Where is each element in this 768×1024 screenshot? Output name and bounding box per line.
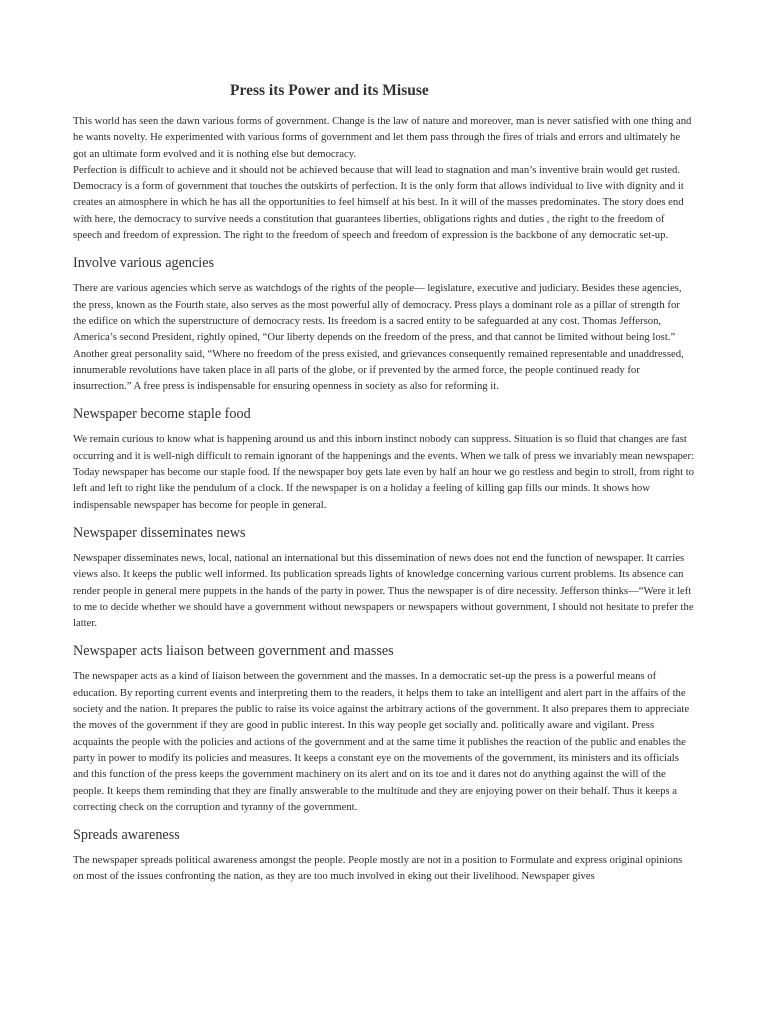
section-heading: Newspaper become staple food — [73, 406, 251, 423]
document-title: Press its Power and its Misuse — [230, 82, 429, 99]
intro-paragraph-1: This world has seen the dawn various forms of government. Change is the law of nature and moreover, man is never satisfied with one thing and he wants novelty. He experimented with various forms of government and let them pass through the fires of trials and errors and ultimately he got an ultimate form evolved and it is nothing else but democracy. — [73, 115, 692, 160]
section-newspaper-staple-food — [73, 404, 695, 512]
section-paragraph: The newspaper acts as a kind of liaison between the government and the masses. In a democratic set-up the press is a powerful means of education. By reporting current events and interpreting them to the readers, it helps them to take an intelligent and alert part in the affairs of the society and the nation. It prepares the public to raise its voice against the arbitrary actions of the government. It also prepares them to appreciate the moves of the government if they are good in public interest. In this way people get socially and. politically aware and vigilant. Press acquaints the people with the policies and actions of the government and at the same time it publishes the reaction of the public and enables the party in power to modify its policies and measures. It keeps a constant eye on the movements of the government, its ministers and its officials and this function of the press keeps the government machinery on its alert and on its toe and it dares not do anything against the will of the people. It keeps them reminding that they are finally answerable to the multitude and they are enjoying power on their behalf. Thus it keeps a correcting check on the corruption and tyranny of the government. — [73, 670, 690, 813]
section-paragraph: We remain curious to know what is happening around us and this inborn instinct nobody can suppress. Situation is so fluid that changes are fast occurring and it is well-nigh difficult to remain ignorant of the happenings and the events. When we talk of press we invariably mean newspaper: Today newspaper has become our staple food. If the newspaper boy gets late even by half an hour we go restless and begin to stroll, from right to left and left to right like the pendulum of a clock. If the newspaper is on a holiday a feeling of killing gap fills our minds. It shows how indispensable newspaper has become for people in general. — [73, 433, 695, 511]
section-paragraph: There are various agencies which serve as watchdogs of the rights of the people— legislature, executive and judiciary. Besides these agencies, the press, known as the Fourth state, also serves as the most powerful ally of democracy. Press plays a dominant role as a pillar of strength for the edifice on which the superstructure of democracy rests. Its freedom is a sacred entity to be safeguarded at any cost. Thomas Jefferson, America’s second President, rightly opined, “Our liberty depends on the freedom of the press, and that cannot be limited without being lost.” Another great personality said, “Where no freedom of the press existed, and grievances consequently remained representable and unaddressed, innumerable revolutions have taken place in all parts of the globe, or if prevented by the armed force, the people continued ready for insurrection.” A free press is indispensable for ensuring openness in society as also for reforming it. — [73, 282, 684, 393]
section-spreads-awareness — [73, 825, 695, 885]
section-newspaper-liaison — [73, 641, 695, 815]
section-involve-various-agencies — [73, 253, 695, 394]
section-heading: Newspaper acts liaison between government and masses — [73, 643, 394, 660]
document-page — [73, 80, 695, 885]
section-paragraph: Newspaper disseminates news, local, national an international but this dissemination of news does not end the function of newspaper. It carries views also. It keeps the public well informed. Its publication spreads lights of knowledge concerning various current problems. Its absence can render people in general mere puppets in the hands of the party in power. Thus the newspaper is of dire necessity. Jefferson thinks—“Were it left to me to decide whether we should have a government without newspapers or newspapers without government, I should not hesitate to prefer the latter. — [73, 551, 694, 630]
section-heading: Involve various agencies — [73, 255, 215, 272]
section-newspaper-disseminates-news — [73, 523, 695, 631]
section-paragraph: The newspaper spreads political awareness amongst the people. People mostly are not in a position to Formulate and express original opinions on most of the issues confronting the nation, as they are too much involved in eking out their livelihood. Newspaper gives — [73, 854, 683, 883]
section-heading: Newspaper disseminates news — [73, 524, 246, 541]
section-heading: Spreads awareness — [73, 827, 180, 844]
intro-paragraph-2: Perfection is difficult to achieve and it should not be achieved because that will lead to stagnation and man’s inventive brain would get rusted. Democracy is a form of government that touches the outskirts of perfection. It is the only form that allows individual to live with dignity and it creates an atmosphere in which he has all the opportunities to feel himself at his best. In it will of the masses predominates. The story does end with here, the democracy to survive needs a constitution that guarantees liberties, obligations rights and duties , the right to the freedom of speech and freedom of expression. The right to the freedom of speech and freedom of expression is the backbone of any democratic set-up. — [73, 163, 684, 242]
